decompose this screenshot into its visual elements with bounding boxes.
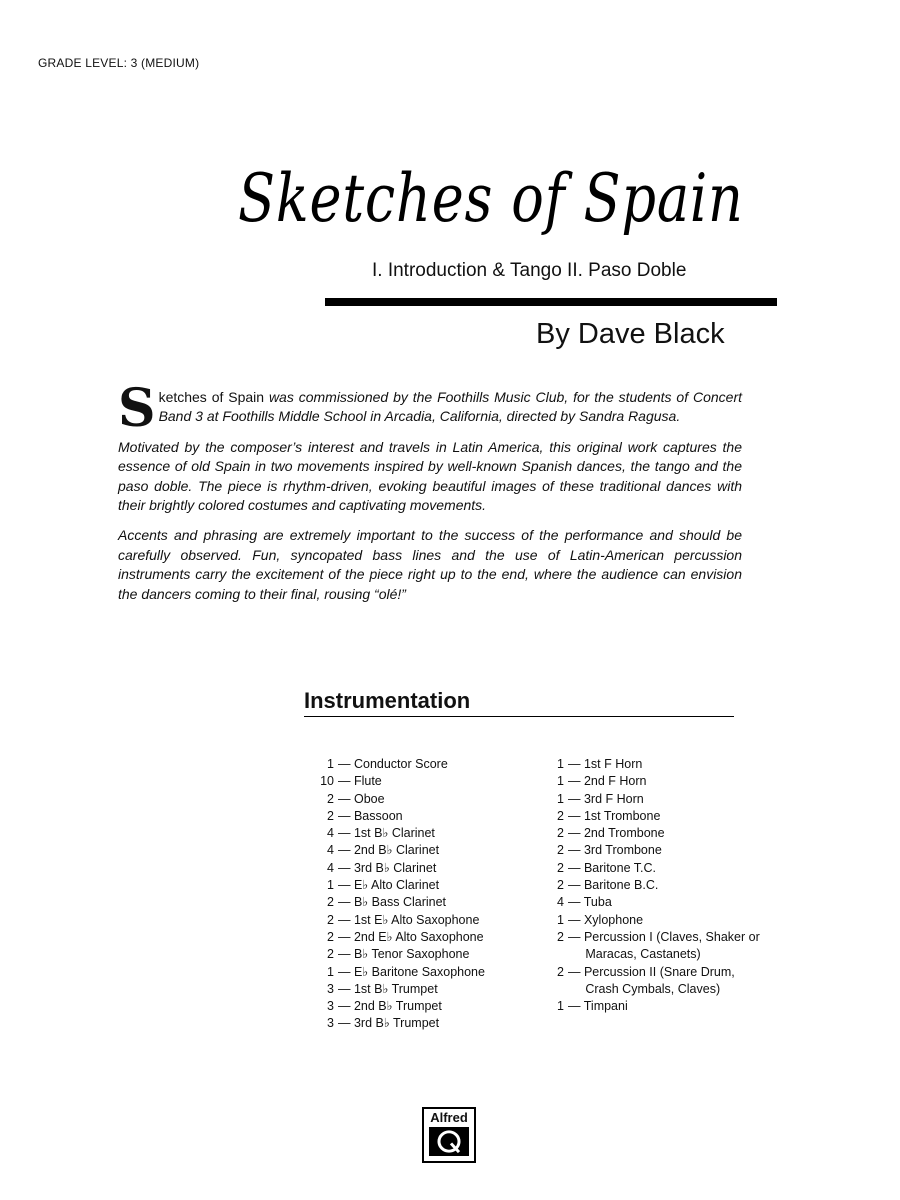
drop-cap: S [118, 378, 156, 439]
composer-byline: By Dave Black [536, 318, 725, 350]
instrument-name: — Flute [338, 774, 382, 789]
intro-paragraph-2: Motivated by the composer’s interest and travels in Latin America, this original work captures the essence of old Spain in two movements inspired by well-known Spanish dances, the tango and the paso doble. The piece is rhythm-driven, evoking beautiful images of these traditional dances with their brightly colored costumes and captivating movements. [118, 438, 742, 514]
instrument-name: — 2nd B♭ Trumpet [338, 999, 442, 1014]
instrument-row [306, 791, 485, 808]
instrument-row [536, 842, 760, 859]
intro-paragraph-1 [118, 378, 743, 439]
instrument-row [306, 860, 485, 877]
logo-emblem-icon [429, 1127, 469, 1156]
instrument-name: — B♭ Bass Clarinet [338, 895, 447, 910]
instrument-row [536, 964, 760, 981]
instrument-row [536, 981, 760, 998]
instrument-name: — 1st F Horn [568, 757, 643, 771]
instrument-row [306, 912, 485, 929]
instrument-name: — B♭ Tenor Saxophone [338, 947, 470, 962]
instrument-name: — Conductor Score [338, 757, 448, 771]
instrument-row [306, 946, 485, 963]
instrument-name: — 1st E♭ Alto Saxophone [338, 912, 480, 927]
instrument-quantity: 2 [557, 826, 564, 841]
instrument-name: — Percussion II (Snare Drum, [568, 964, 735, 979]
instrument-quantity: 10 [320, 774, 334, 789]
piece-title: Sketches of Spain [238, 160, 744, 237]
instrument-quantity: 4 [327, 826, 334, 841]
instrument-row [536, 825, 760, 842]
instrument-quantity: 1 [557, 791, 564, 806]
instrument-row [536, 946, 760, 963]
instrument-quantity: 4 [327, 843, 334, 858]
instrument-row [306, 756, 485, 773]
instrument-row [536, 929, 760, 946]
instrument-quantity: 1 [557, 912, 564, 927]
intro-title-text: ketches of Spain [158, 389, 265, 405]
instrument-quantity [536, 946, 564, 963]
instrument-name: — Tuba [568, 895, 612, 910]
instrument-name: — Bassoon [338, 808, 403, 823]
instrument-list-left [306, 756, 485, 1033]
instrument-quantity: 1 [557, 999, 564, 1014]
instrument-row [536, 912, 760, 929]
instrument-name: — 3rd B♭ Trumpet [338, 1016, 440, 1031]
instrumentation-rule [304, 716, 734, 717]
instrument-name: — Baritone T.C. [568, 860, 657, 875]
instrument-quantity: 1 [557, 757, 564, 771]
instrument-name: — Baritone B.C. [568, 878, 659, 893]
instrument-name: — E♭ Alto Clarinet [338, 878, 440, 893]
instrument-name: Crash Cymbals, Claves) [568, 981, 721, 996]
intro-paragraph-3: Accents and phrasing are extremely important to the success of the performance and should be carefully observed. Fun, syncopated bass lines and the use of Latin-American percussion instruments carry the excitement of the piece right up to the end, where the audience can envision the dancers coming to their final, rousing “olé!” [118, 527, 742, 602]
instrument-name: — 3rd B♭ Clarinet [338, 860, 437, 875]
instrument-name: — 1st B♭ Trumpet [338, 981, 438, 996]
instrument-quantity: 2 [327, 791, 334, 806]
instrument-quantity: 2 [557, 808, 564, 823]
movements-subtitle: I. Introduction & Tango II. Paso Doble [372, 260, 687, 281]
instrument-row [536, 808, 760, 825]
instrument-quantity: 4 [327, 860, 334, 875]
instrument-quantity: 2 [557, 929, 564, 944]
instrument-quantity: 2 [327, 947, 334, 962]
instrument-name: — 2nd Trombone [568, 826, 665, 841]
instrument-name: — 1st Trombone [568, 808, 661, 823]
instrument-row [536, 860, 760, 877]
instrument-row [536, 998, 760, 1015]
instrument-quantity: 2 [557, 878, 564, 893]
instrument-row [306, 894, 485, 911]
instrument-row [306, 964, 485, 981]
instrument-quantity: 1 [557, 774, 564, 789]
instrument-list-right [536, 756, 760, 1015]
instrument-row [306, 998, 485, 1015]
instrument-quantity: 2 [327, 808, 334, 823]
instrument-quantity: 1 [327, 878, 334, 893]
instrument-row [536, 791, 760, 808]
instrument-quantity: 2 [327, 895, 334, 910]
instrument-row [306, 773, 485, 790]
intro-text-1: was commissioned by the Foothills Music Club, for the students of Concert Band 3 at Foothills Middle School in Arcadia, California, directed by Sandra Ragusa. [158, 389, 743, 425]
instrument-name: — 1st B♭ Clarinet [338, 826, 435, 841]
instrument-name: — E♭ Baritone Saxophone [338, 964, 485, 979]
logo-text: Alfred [430, 1110, 468, 1125]
instrument-row [536, 894, 760, 911]
instrument-name: — 2nd F Horn [568, 774, 647, 789]
instrument-name: — Timpani [568, 999, 628, 1014]
program-notes [118, 378, 743, 615]
title-rule [325, 298, 777, 306]
instrument-row [306, 877, 485, 894]
instrument-quantity: 2 [557, 843, 564, 858]
instrument-name: — Oboe [338, 791, 385, 806]
instrument-quantity: 1 [327, 964, 334, 979]
instrument-quantity: 1 [327, 757, 334, 771]
instrument-row [306, 1015, 485, 1032]
instrument-name: — 3rd F Horn [568, 791, 644, 806]
instrument-quantity: 3 [327, 999, 334, 1014]
alfred-logo [422, 1107, 476, 1163]
instrument-name: — 2nd E♭ Alto Saxophone [338, 929, 484, 944]
instrument-name: Maracas, Castanets) [568, 947, 701, 962]
instrument-row [306, 929, 485, 946]
instrument-quantity: 2 [557, 964, 564, 979]
instrument-quantity: 4 [557, 895, 564, 910]
instrument-quantity: 3 [327, 981, 334, 996]
grade-level: GRADE LEVEL: 3 (MEDIUM) [38, 56, 200, 70]
instrument-quantity: 2 [327, 929, 334, 944]
instrument-row [306, 825, 485, 842]
instrument-quantity: 2 [557, 860, 564, 875]
instrument-row [306, 981, 485, 998]
instrument-quantity [536, 981, 564, 998]
instrument-row [306, 842, 485, 859]
instrument-quantity: 2 [327, 912, 334, 927]
instrument-name: — 2nd B♭ Clarinet [338, 843, 440, 858]
instrument-row [536, 756, 760, 773]
instrument-name: — Xylophone [568, 912, 644, 927]
instrumentation-heading: Instrumentation [304, 688, 471, 713]
instrument-row [306, 808, 485, 825]
instrument-row [536, 877, 760, 894]
instrument-row [536, 773, 760, 790]
instrument-name: — 3rd Trombone [568, 843, 662, 858]
instrument-quantity: 3 [327, 1016, 334, 1031]
instrument-name: — Percussion I (Claves, Shaker or [568, 929, 760, 944]
